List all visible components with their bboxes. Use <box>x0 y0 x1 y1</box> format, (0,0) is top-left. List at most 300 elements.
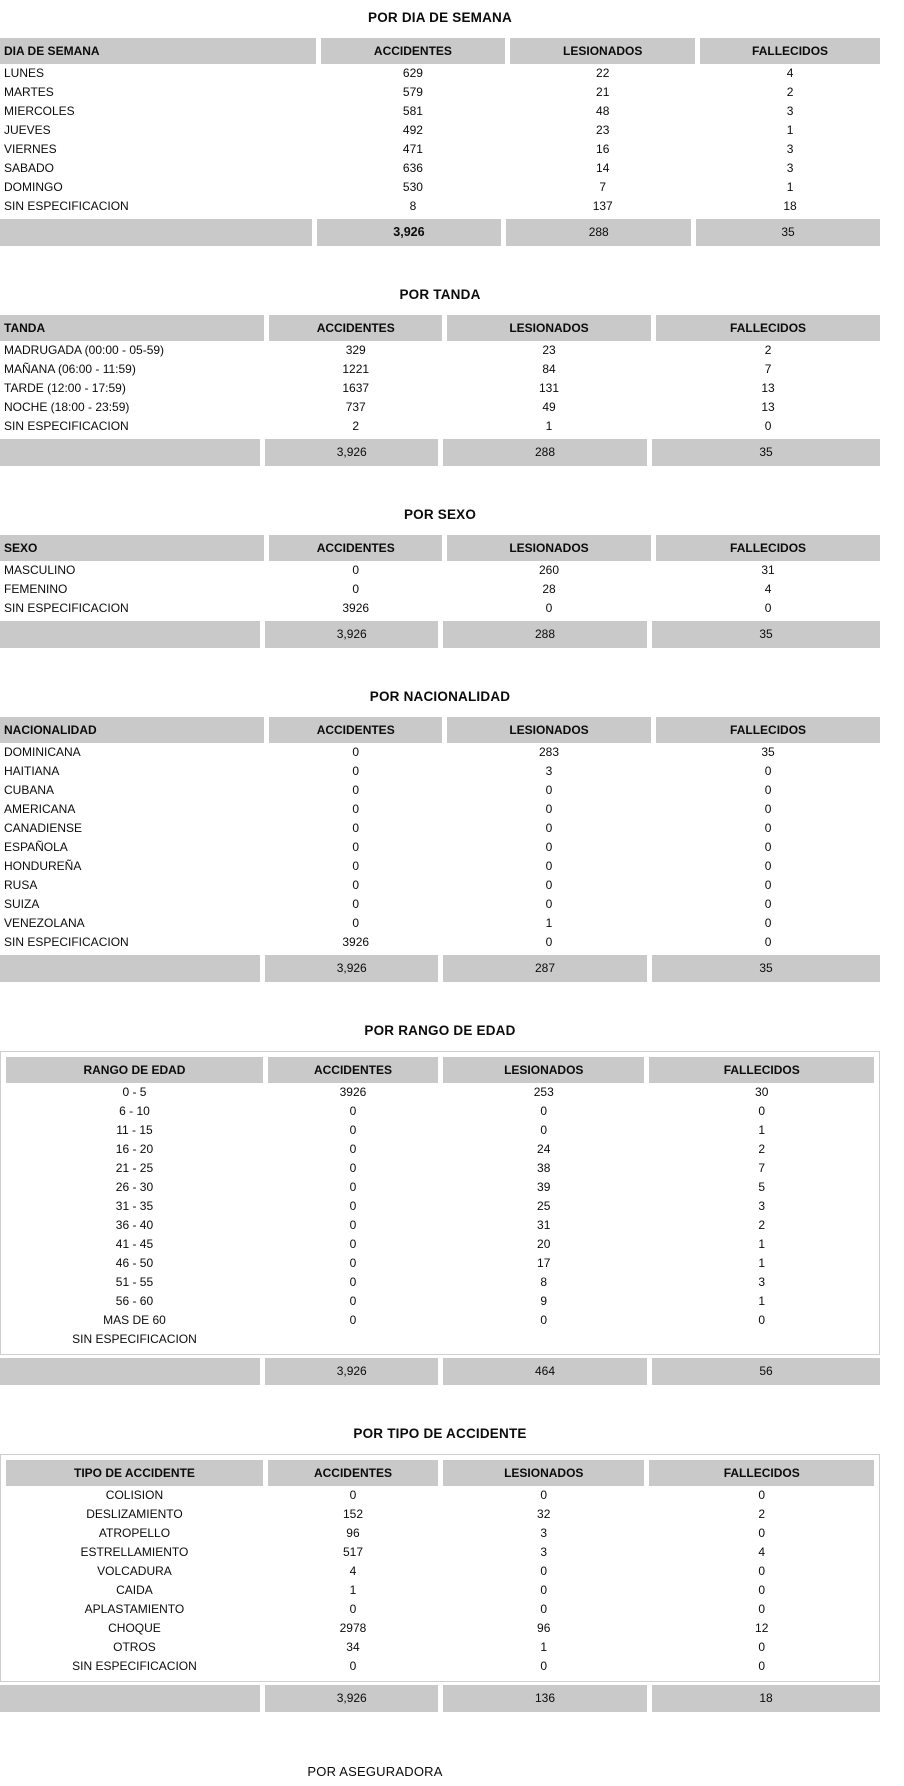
totals-spacer <box>0 439 260 466</box>
column-header-label: TIPO DE ACCIDENTE <box>6 1460 263 1486</box>
column-header-accidentes: ACCIDENTES <box>269 717 441 743</box>
table-row <box>0 819 880 838</box>
table-row <box>0 857 880 876</box>
row-label: JUEVES <box>4 123 51 137</box>
row-value: 0 <box>758 1659 766 1673</box>
column-header-accidentes: ACCIDENTES <box>268 1460 438 1486</box>
row-label: FEMENINO <box>4 582 68 596</box>
row-value: 0 <box>545 897 553 911</box>
row-label: VIERNES <box>4 142 57 156</box>
totals-value: 288 <box>443 439 647 466</box>
table-header-row <box>6 1460 874 1486</box>
row-value: 1637 <box>342 381 370 395</box>
table-row <box>0 379 880 398</box>
row-value: 0 <box>540 1564 548 1578</box>
row-label: MAÑANA (06:00 - 11:59) <box>4 362 136 376</box>
row-value: 0 <box>349 1659 357 1673</box>
row-value: 8 <box>540 1275 548 1289</box>
table-row <box>6 1121 874 1140</box>
row-value: 737 <box>345 400 366 414</box>
table-title: POR SEXO <box>403 507 477 522</box>
row-value: 0 <box>540 1123 548 1137</box>
row-value: 3 <box>786 161 794 175</box>
column-header-fallecidos: FALLECIDOS <box>656 535 880 561</box>
row-label: CANADIENSE <box>4 821 83 835</box>
table-row <box>0 838 880 857</box>
row-label: CAIDA <box>116 1583 153 1597</box>
row-value: 0 <box>764 419 772 433</box>
totals-value: 35 <box>696 219 880 246</box>
totals-value: 3,926 <box>265 955 437 982</box>
row-value: 22 <box>596 66 610 80</box>
table-totals-row <box>0 439 880 466</box>
row-value: 7 <box>758 1161 766 1175</box>
row-value: 2 <box>352 419 360 433</box>
totals-value: 287 <box>443 955 647 982</box>
row-label: TARDE (12:00 - 17:59) <box>4 381 126 395</box>
row-value: 0 <box>352 802 360 816</box>
row-value: 0 <box>349 1180 357 1194</box>
column-header-accidentes: ACCIDENTES <box>321 38 506 64</box>
table-row <box>6 1543 874 1562</box>
row-value: 0 <box>758 1602 766 1616</box>
row-label: ATROPELLO <box>98 1526 171 1540</box>
row-value: 137 <box>592 199 613 213</box>
row-value: 4 <box>786 66 794 80</box>
row-label: SIN ESPECIFICACION <box>72 1659 197 1673</box>
row-value: 0 <box>764 935 772 949</box>
column-header-label: TANDA <box>0 315 264 341</box>
row-value: 84 <box>542 362 556 376</box>
totals-value: 3,926 <box>265 1685 437 1712</box>
row-value: 253 <box>533 1085 554 1099</box>
row-value: 581 <box>402 104 423 118</box>
row-value: 48 <box>596 104 610 118</box>
row-value: 1221 <box>342 362 370 376</box>
row-value: 3 <box>540 1526 548 1540</box>
row-value: 0 <box>349 1199 357 1213</box>
row-value: 5 <box>758 1180 766 1194</box>
table-row <box>6 1273 874 1292</box>
table-section-por-dia-de-semana <box>0 10 880 246</box>
row-value: 7 <box>764 362 772 376</box>
row-value: 17 <box>537 1256 551 1270</box>
row-label: 41 - 45 <box>115 1237 154 1251</box>
row-value: 492 <box>402 123 423 137</box>
row-value: 3 <box>786 104 794 118</box>
table-row <box>0 933 880 952</box>
table-row <box>6 1619 874 1638</box>
row-label: MADRUGADA (00:00 - 05-59) <box>4 343 165 357</box>
row-value: 32 <box>537 1507 551 1521</box>
row-value: 0 <box>758 1583 766 1597</box>
row-value: 2978 <box>339 1621 367 1635</box>
table-row <box>6 1216 874 1235</box>
column-header-lesionados: LESIONADOS <box>447 535 651 561</box>
totals-spacer <box>0 955 260 982</box>
row-value: 1 <box>758 1294 766 1308</box>
row-value: 13 <box>761 400 775 414</box>
table-totals-row <box>0 1685 880 1712</box>
row-value: 34 <box>346 1640 360 1654</box>
table-row <box>0 876 880 895</box>
row-value: 579 <box>402 85 423 99</box>
table-row <box>6 1657 874 1676</box>
table-row <box>0 561 880 580</box>
row-value: 21 <box>596 85 610 99</box>
table-row <box>0 398 880 417</box>
row-value: 0 <box>545 601 553 615</box>
totals-value: 3,926 <box>265 439 437 466</box>
table-row <box>0 800 880 819</box>
row-value: 4 <box>349 1564 357 1578</box>
row-value: 629 <box>402 66 423 80</box>
row-label: DOMINGO <box>4 180 63 194</box>
row-value: 0 <box>349 1218 357 1232</box>
row-value: 0 <box>764 840 772 854</box>
totals-spacer <box>0 1685 260 1712</box>
row-value: 2 <box>758 1142 766 1156</box>
row-label: CHOQUE <box>108 1621 161 1635</box>
row-value: 1 <box>349 1583 357 1597</box>
totals-spacer <box>0 1358 260 1385</box>
table-border-box <box>0 1051 880 1355</box>
row-value: 23 <box>596 123 610 137</box>
table-row <box>6 1254 874 1273</box>
row-value: 20 <box>537 1237 551 1251</box>
table-row <box>6 1102 874 1121</box>
row-label: RUSA <box>4 878 38 892</box>
row-value: 517 <box>342 1545 363 1559</box>
table-row <box>6 1562 874 1581</box>
table-row <box>6 1524 874 1543</box>
row-label: NOCHE (18:00 - 23:59) <box>4 400 130 414</box>
column-header-lesionados: LESIONADOS <box>447 315 651 341</box>
column-header-fallecidos: FALLECIDOS <box>700 38 880 64</box>
table-row <box>6 1178 874 1197</box>
row-value: 0 <box>349 1294 357 1308</box>
section-title-por-aseguradora: POR ASEGURADORA <box>307 1764 443 1779</box>
row-value: 0 <box>764 859 772 873</box>
row-value: 0 <box>764 897 772 911</box>
table-totals-row <box>0 1358 880 1385</box>
row-value: 2 <box>758 1507 766 1521</box>
table-title: POR TANDA <box>399 287 481 302</box>
column-header-fallecidos: FALLECIDOS <box>656 717 880 743</box>
row-value: 0 <box>545 935 553 949</box>
row-value: 3 <box>758 1199 766 1213</box>
table-row <box>6 1197 874 1216</box>
table-row <box>6 1486 874 1505</box>
row-label: HAITIANA <box>4 764 60 778</box>
column-header-accidentes: ACCIDENTES <box>269 535 441 561</box>
row-value: 31 <box>537 1218 551 1232</box>
row-value: 0 <box>352 897 360 911</box>
row-value: 530 <box>402 180 423 194</box>
table-row <box>0 914 880 933</box>
table-row <box>0 140 880 159</box>
table-title: POR DIA DE SEMANA <box>368 10 512 25</box>
row-value: 0 <box>540 1583 548 1597</box>
row-value: 1 <box>545 419 553 433</box>
table-section-por-tanda <box>0 287 880 466</box>
row-value: 18 <box>783 199 797 213</box>
row-value: 0 <box>540 1602 548 1616</box>
row-value: 0 <box>545 840 553 854</box>
row-value: 0 <box>352 840 360 854</box>
row-value: 24 <box>537 1142 551 1156</box>
row-value: 0 <box>349 1275 357 1289</box>
table-border-box <box>0 1454 880 1682</box>
row-value: 0 <box>764 821 772 835</box>
row-value: 3926 <box>342 935 370 949</box>
table-section-por-nacionalidad <box>0 689 880 982</box>
totals-spacer <box>0 621 260 648</box>
row-value: 0 <box>764 764 772 778</box>
table-header-row <box>0 38 880 64</box>
totals-value: 35 <box>652 621 880 648</box>
table-row <box>6 1159 874 1178</box>
row-label: VENEZOLANA <box>4 916 85 930</box>
totals-value: 288 <box>506 219 691 246</box>
table-totals-row <box>0 621 880 648</box>
row-value: 283 <box>539 745 560 759</box>
row-value <box>649 1330 874 1349</box>
row-value: 13 <box>761 381 775 395</box>
table-row <box>6 1600 874 1619</box>
table-row <box>6 1311 874 1330</box>
row-value: 25 <box>537 1199 551 1213</box>
table-row <box>6 1505 874 1524</box>
row-label: 26 - 30 <box>115 1180 154 1194</box>
row-value: 0 <box>352 582 360 596</box>
row-label: 11 - 15 <box>116 1123 153 1137</box>
column-header-lesionados: LESIONADOS <box>443 1460 644 1486</box>
row-value: 0 <box>758 1640 766 1654</box>
table-row <box>0 895 880 914</box>
row-value: 28 <box>542 582 556 596</box>
table-section-por-tipo-de-accidente <box>0 1426 880 1712</box>
row-label: 56 - 60 <box>115 1294 154 1308</box>
row-label: MAS DE 60 <box>103 1313 166 1327</box>
row-label: 46 - 50 <box>115 1256 154 1270</box>
table-title: POR NACIONALIDAD <box>369 689 511 704</box>
column-header-fallecidos: FALLECIDOS <box>656 315 880 341</box>
row-label: SIN ESPECIFICACION <box>4 199 129 213</box>
row-value: 0 <box>352 563 360 577</box>
row-value: 4 <box>764 582 772 596</box>
row-value: 3 <box>545 764 553 778</box>
row-value: 0 <box>349 1488 357 1502</box>
row-value: 0 <box>349 1313 357 1327</box>
column-header-lesionados: LESIONADOS <box>510 38 695 64</box>
tables-container <box>0 10 880 1712</box>
column-header-lesionados: LESIONADOS <box>447 717 651 743</box>
table-header-row <box>0 315 880 341</box>
row-value: 260 <box>539 563 560 577</box>
row-value: 12 <box>755 1621 769 1635</box>
column-header-accidentes: ACCIDENTES <box>268 1057 438 1083</box>
totals-value: 288 <box>443 621 647 648</box>
row-value: 0 <box>540 1104 548 1118</box>
table-title: POR TIPO DE ACCIDENTE <box>353 1426 527 1441</box>
row-value: 1 <box>758 1237 766 1251</box>
table-header-row <box>0 535 880 561</box>
row-label: ESTRELLAMIENTO <box>80 1545 189 1559</box>
row-value: 0 <box>545 821 553 835</box>
row-value: 16 <box>596 142 610 156</box>
row-value: 14 <box>596 161 610 175</box>
row-value: 3 <box>786 142 794 156</box>
row-value: 23 <box>542 343 556 357</box>
table-row <box>6 1292 874 1311</box>
row-value: 1 <box>545 916 553 930</box>
table-row <box>0 580 880 599</box>
row-value: 0 <box>349 1142 357 1156</box>
row-value: 0 <box>540 1659 548 1673</box>
row-label: 0 - 5 <box>122 1085 147 1099</box>
row-label: 36 - 40 <box>115 1218 154 1232</box>
table-row <box>0 341 880 360</box>
row-label: 21 - 25 <box>115 1161 154 1175</box>
column-header-fallecidos: FALLECIDOS <box>649 1057 874 1083</box>
table-row <box>6 1638 874 1657</box>
table-row <box>0 599 880 618</box>
row-value: 35 <box>761 745 775 759</box>
row-value: 0 <box>758 1526 766 1540</box>
table-row <box>6 1083 874 1102</box>
table-row <box>6 1235 874 1254</box>
row-label: MIERCOLES <box>4 104 75 118</box>
row-value: 1 <box>540 1640 548 1654</box>
table-row <box>0 743 880 762</box>
row-value: 0 <box>349 1256 357 1270</box>
row-value: 0 <box>764 878 772 892</box>
column-header-label: DIA DE SEMANA <box>0 38 316 64</box>
row-value: 0 <box>764 802 772 816</box>
table-totals-row <box>0 955 880 982</box>
table-section-por-rango-de-edad <box>0 1023 880 1385</box>
row-label: HONDUREÑA <box>4 859 82 873</box>
totals-value: 35 <box>652 955 880 982</box>
table-row <box>6 1140 874 1159</box>
row-value: 152 <box>342 1507 363 1521</box>
table-row <box>0 159 880 178</box>
row-value: 1 <box>758 1123 766 1137</box>
row-value: 0 <box>545 878 553 892</box>
totals-value: 464 <box>443 1358 647 1385</box>
row-value: 0 <box>349 1104 357 1118</box>
column-header-label: SEXO <box>0 535 264 561</box>
row-value: 0 <box>764 783 772 797</box>
row-label: SUIZA <box>4 897 40 911</box>
row-value: 0 <box>352 745 360 759</box>
column-header-fallecidos: FALLECIDOS <box>649 1460 874 1486</box>
row-label: LUNES <box>4 66 45 80</box>
row-value: 471 <box>402 142 423 156</box>
table-row <box>6 1581 874 1600</box>
row-value: 0 <box>545 859 553 873</box>
row-value: 38 <box>537 1161 551 1175</box>
row-label: OTROS <box>113 1640 156 1654</box>
row-value: 0 <box>764 601 772 615</box>
table-row <box>0 197 880 216</box>
row-value: 0 <box>758 1488 766 1502</box>
row-value: 2 <box>758 1218 766 1232</box>
row-value: 49 <box>542 400 556 414</box>
row-value: 3926 <box>342 601 370 615</box>
row-value: 4 <box>758 1545 766 1559</box>
row-label: VOLCADURA <box>97 1564 172 1578</box>
totals-value: 56 <box>652 1358 880 1385</box>
row-label: ESPAÑOLA <box>4 840 68 854</box>
table-totals-row <box>0 219 880 246</box>
row-value: 0 <box>758 1313 766 1327</box>
totals-value: 3,926 <box>265 621 437 648</box>
row-value: 0 <box>352 821 360 835</box>
table-row <box>0 762 880 781</box>
table-row <box>6 1330 874 1349</box>
row-value: 0 <box>349 1123 357 1137</box>
totals-value: 35 <box>652 439 880 466</box>
totals-value: 18 <box>652 1685 880 1712</box>
table-row <box>0 83 880 102</box>
row-value: 1 <box>758 1256 766 1270</box>
table-row <box>0 360 880 379</box>
row-value: 7 <box>599 180 607 194</box>
row-value: 3 <box>758 1275 766 1289</box>
row-value: 0 <box>764 916 772 930</box>
row-value: 0 <box>352 859 360 873</box>
row-value <box>443 1330 644 1349</box>
row-value: 2 <box>764 343 772 357</box>
column-header-lesionados: LESIONADOS <box>443 1057 644 1083</box>
table-title: POR RANGO DE EDAD <box>364 1023 516 1038</box>
table-row <box>0 417 880 436</box>
column-header-label: RANGO DE EDAD <box>6 1057 263 1083</box>
column-header-label: NACIONALIDAD <box>0 717 264 743</box>
row-value: 131 <box>539 381 560 395</box>
row-value: 0 <box>352 764 360 778</box>
row-label: 31 - 35 <box>115 1199 154 1213</box>
row-label: SABADO <box>4 161 55 175</box>
row-value: 0 <box>758 1104 766 1118</box>
row-value: 0 <box>540 1488 548 1502</box>
table-row <box>0 178 880 197</box>
row-value: 31 <box>761 563 775 577</box>
row-value: 96 <box>346 1526 360 1540</box>
row-label: MASCULINO <box>4 563 76 577</box>
row-value: 96 <box>537 1621 551 1635</box>
row-value <box>268 1330 438 1349</box>
table-row <box>0 781 880 800</box>
row-value: 0 <box>349 1602 357 1616</box>
table-header-row <box>6 1057 874 1083</box>
row-label: AMERICANA <box>4 802 76 816</box>
table-row <box>0 102 880 121</box>
row-value: 329 <box>345 343 366 357</box>
totals-value: 136 <box>443 1685 647 1712</box>
row-label: DOMINICANA <box>4 745 81 759</box>
totals-value: 3,926 <box>317 219 502 246</box>
row-value: 3926 <box>339 1085 367 1099</box>
row-value: 9 <box>540 1294 548 1308</box>
row-value: 0 <box>349 1237 357 1251</box>
row-label: APLASTAMIENTO <box>84 1602 185 1616</box>
column-header-accidentes: ACCIDENTES <box>269 315 441 341</box>
table-section-por-sexo <box>0 507 880 648</box>
row-value: 0 <box>545 783 553 797</box>
